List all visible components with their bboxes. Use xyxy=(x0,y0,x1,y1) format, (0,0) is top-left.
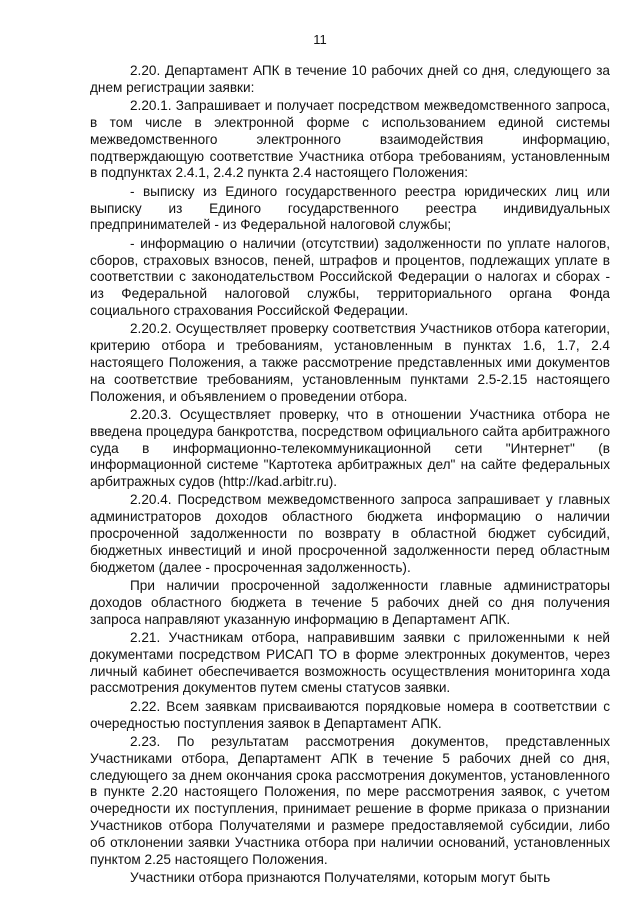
paragraph-recipients: Участники отбора признаются Получателями, которым могут быть xyxy=(130,869,551,885)
paragraph-2-23: 2.23. По результатам рассмотрения документов, представленных Участниками отбора, Департамент АПК в течение 5 рабочих дней со дня, следующего за днем окончания срока рассмотрения документов, установленного в пункте 2.20 настоящего Положения, по мере рассмотрения заявок, с учетом очередности их поступления, принимает решение в форме приказа о признании Участников отбора Получателями и размере предоставляемой субсидии, либо об отклонении заявки Участника отбора при наличии оснований, установленных пунктом 2.25 настоящего Положения. xyxy=(90,734,610,867)
paragraph-2-22: 2.22. Всем заявкам присваиваются порядковые номера в соответствии с очередностью поступления заявок в Департамент АПК. xyxy=(90,698,610,731)
paragraph-overdue-debt: При наличии просроченной задолженности главные администраторы доходов областного бюджета в течение 5 рабочих дней со дня получения запроса направляют указанную информацию в Департамент АПК. xyxy=(90,578,610,627)
document-body xyxy=(90,63,610,888)
paragraph-2-20-4: 2.20.4. Посредством межведомственного запроса запрашивает у главных администраторов доходов областного бюджета информацию о наличии просроченной задолженности по возврату в областной бюджет субсидий, бюджетных инвестиций и иной просроченной задолженности перед областным бюджетом (далее - просроченная задолженность). xyxy=(90,492,610,575)
paragraph-2-20-1: 2.20.1. Запрашивает и получает посредством межведомственного запроса, в том числе в электронной форме с использованием единой системы межведомственного электронного взаимодействия информацию, подтверждающую соответствие Участника отбора требованиям, установленным в подпунктах 2.4.1, 2.4.2 пункта 2.4 настоящего Положения: xyxy=(90,98,610,181)
list-item-tax-debt: - информацию о наличии (отсутствии) задолженности по уплате налогов, сборов, страховых взносов, пеней, штрафов и процентов, подлежащих уплате в соответствии с законодательством Российской Федерации о налогах и сборах - из Федеральной налоговой службы, территориального органа Фонда социального страхования Российской Федерации. xyxy=(90,235,610,318)
list-item-egrul: - выписку из Единого государственного реестра юридических лиц или выписку из Единого государственного реестра индивидуальных предпринимателей - из Федеральной налоговой службы; xyxy=(90,183,610,233)
paragraph-2-20: 2.20. Департамент АПК в течение 10 рабочих дней со дня, следующего за днем регистрации заявки: xyxy=(90,63,610,95)
paragraph-2-20-2: 2.20.2. Осуществляет проверку соответствия Участников отбора категории, критерию отбора и требованиям, установленным в пунктах 1.6, 1.7, 2.4 настоящего Положения, а также рассмотрение представленных ими документов на соответствие требованиям, установленным пунктами 2.5-2.15 настоящего Положения, и объявлением о проведении отбора. xyxy=(90,321,610,404)
page-number: 11 xyxy=(313,32,327,47)
paragraph-2-21: 2.21. Участникам отбора, направившим заявки с приложенными к ней документами посредством РИСАП ТО в форме электронных документов, через личный кабинет обеспечивается возможность осуществления мониторинга хода рассмотрения документов путем смены статусов заявки. xyxy=(90,630,610,696)
paragraph-2-20-3: 2.20.3. Осуществляет проверку, что в отношении Участника отбора не введена процедура банкротства, посредством официального сайта арбитражного суда в информационно-телекоммуникационной сети "Интернет" (в информационной системе "Картотека арбитражных дел" на сайте федеральных арбитражных судов (http://kad.arbitr.ru). xyxy=(90,406,610,490)
